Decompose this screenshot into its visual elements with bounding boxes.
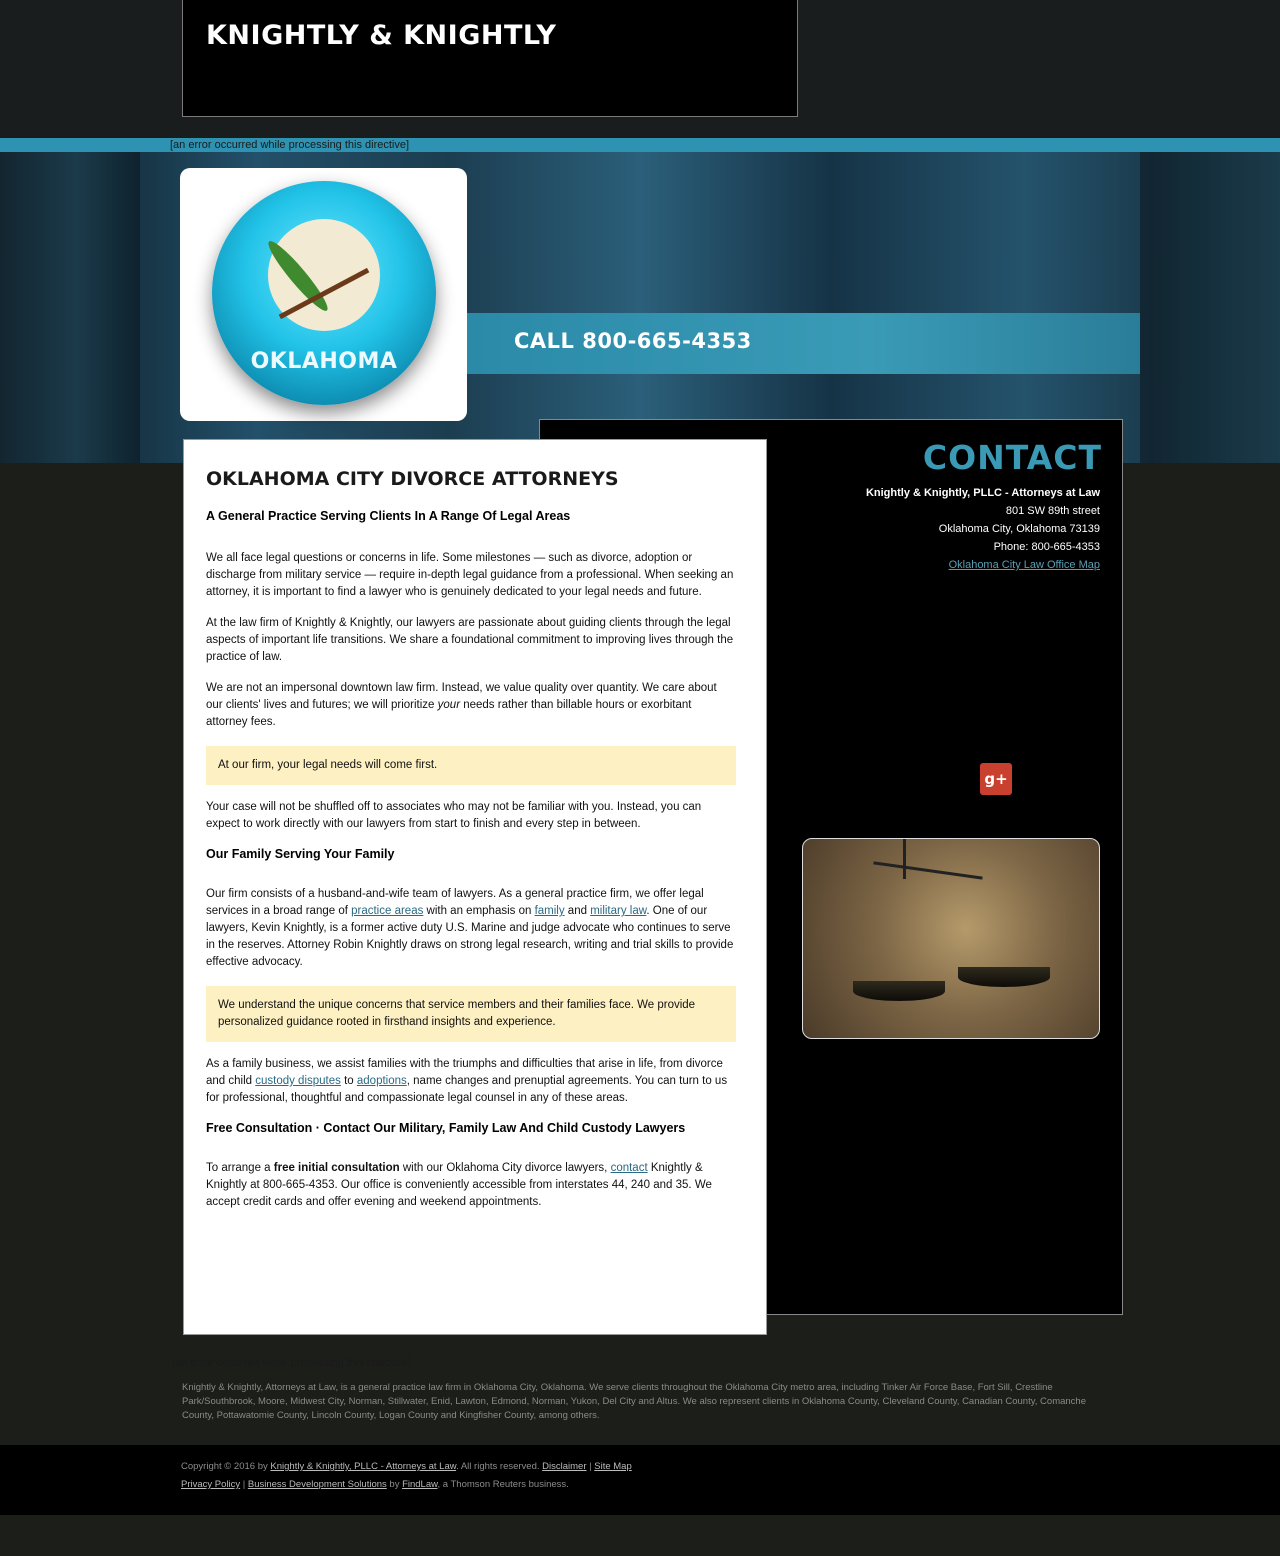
- adoptions-link[interactable]: adoptions: [356, 1075, 407, 1087]
- directive-error-bottom: [an error occurred while processing this directive]: [172, 1357, 412, 1369]
- header: [182, 0, 798, 117]
- footer: [0, 1445, 1280, 1515]
- scale-pan-right: [958, 967, 1050, 987]
- street-address: 801 SW 89th street: [1005, 505, 1100, 517]
- firm-name: Knightly & Knightly, PLLC - Attorneys at Law: [865, 487, 1100, 499]
- phone-number: Phone: 800-665-4353: [993, 541, 1100, 553]
- firm-paragraph: At the law firm of Knightly & Knightly, our lawyers are passionate about guiding clients through the legal aspects of important life transitions. We share a foundational commitment to improving lives through the practice of law.: [206, 617, 734, 663]
- practice-areas-link[interactable]: practice areas: [351, 905, 424, 917]
- military-law-link[interactable]: military law: [590, 905, 647, 917]
- city-state-zip: Oklahoma City, Oklahoma 73139: [938, 523, 1100, 535]
- site-map-link[interactable]: Site Map: [594, 1461, 632, 1472]
- contact-heading: CONTACT: [922, 438, 1102, 477]
- section-heading-general-practice: A General Practice Serving Clients In A Range Of Legal Areas: [206, 509, 571, 523]
- consultation-paragraph: To arrange a free initial consultation with our Oklahoma City divorce lawyers, contact Knightly & Knightly at 800-665-4353. Our office is conveniently accessible from interstates 44, 240 and 35. We accept credit cards and offer evening and weekend appointments.: [206, 1162, 712, 1208]
- section-heading-consultation: Free Consultation · Contact Our Military, Family Law And Child Custody Lawyers: [206, 1121, 686, 1135]
- family-business-paragraph: As a family business, we assist families with the triumphs and difficulties that arise in life, from divorce and child custody disputes to adoptions, name changes and prenuptial agreements. You can turn to us for professional, thoughtful and compassionate legal counsel in any of these areas.: [206, 1058, 728, 1104]
- scale-post: [903, 839, 906, 879]
- page-title: OKLAHOMA CITY DIVORCE ATTORNEYS: [206, 468, 619, 490]
- scales-of-justice-image: [802, 838, 1100, 1039]
- scale-beam: [873, 861, 982, 879]
- oklahoma-seal-image: [180, 168, 467, 421]
- seal-circle: [212, 181, 436, 405]
- hero-shade-left: [0, 152, 140, 463]
- footer-text: Copyright © 2016 by Knightly & Knightly, PLLC - Attorneys at Law. All rights reserved. Disclaimer | Site Map Privacy Policy | Business Development Solutions by FindLaw, a Thomson Reuters business.: [181, 1461, 632, 1490]
- quality-paragraph: We are not an impersonal downtown law firm. Instead, we value quality over quantity. We care about our clients' lives and futures; we will prioritize your needs rather than billable hours or exorbitant attorney fees.: [206, 682, 717, 728]
- custody-disputes-link[interactable]: custody disputes: [255, 1075, 341, 1087]
- hero-shade-right: [1140, 152, 1280, 463]
- footer-firm-link[interactable]: Knightly & Knightly, PLLC - Attorneys at Law: [270, 1461, 457, 1472]
- contact-link[interactable]: contact: [610, 1162, 648, 1174]
- family-team-paragraph: Our firm consists of a husband-and-wife team of lawyers. As a general practice firm, we offer legal services in a broad range of practice areas with an emphasis on family and military law. One of our lawyers, Kevin Knightly, is a former active duty U.S. Marine and judge advocate who continues to serve in the reserves. Attorney Robin Knightly draws on strong legal research, writing and trial skills to provide effective advocacy.: [206, 888, 734, 968]
- section-heading-family: Our Family Serving Your Family: [206, 847, 395, 861]
- office-map-link[interactable]: Oklahoma City Law Office Map: [948, 559, 1100, 571]
- site-title[interactable]: KNIGHTLY & KNIGHTLY: [206, 20, 557, 51]
- intro-paragraph: We all face legal questions or concerns in life. Some milestones — such as divorce, adoption or discharge from military service — require in-depth legal guidance from a professional. When seeking an attorney, it is important to find a lawyer who is genuinely dedicated to your legal needs and future.: [206, 552, 734, 598]
- scale-pan-left: [853, 981, 945, 1001]
- service-area-blurb: Knightly & Knightly, Attorneys at Law, is a general practice law firm in Oklahoma City, Oklahoma. We serve clients throughout the Oklahoma City metro area, including Tinker Air Force Base, Fort Sill, Crestline Park/Southbrook, Moore, Midwest City, Norman, Stillwater, Enid, Lawton, Edmond, Norman, Yukon, Del City and Altus. We also represent clients in Oklahoma County, Cleveland County, Canadian County, Comanche County, Pottawatomie County, Lincoln County, Logan County and Kingfisher County, among others.: [182, 1382, 1086, 1421]
- callout-legal-needs: At our firm, your legal needs will come first.: [206, 746, 736, 785]
- disclaimer-link[interactable]: Disclaimer: [542, 1461, 587, 1472]
- main-content: [183, 439, 767, 1335]
- top-band: [0, 0, 1280, 138]
- directive-error-top: [an error occurred while processing this directive]: [170, 139, 410, 151]
- call-phone-text: CALL 800-665-4353: [514, 329, 752, 353]
- seal-text: OKLAHOMA: [250, 349, 398, 374]
- callout-service-members: We understand the unique concerns that service members and their families face. We provide personalized guidance rooted in firsthand insights and experience.: [206, 986, 736, 1042]
- business-development-link[interactable]: Business Development Solutions: [247, 1479, 387, 1490]
- family-link[interactable]: family: [534, 905, 565, 917]
- findlaw-link[interactable]: FindLaw: [402, 1479, 438, 1490]
- direct-work-paragraph: Your case will not be shuffled off to associates who may not be familiar with you. Instead, you can expect to work directly with our lawyers from start to finish and every step in between.: [206, 801, 702, 830]
- contact-address: [866, 484, 1100, 574]
- privacy-policy-link[interactable]: Privacy Policy: [181, 1479, 241, 1490]
- google-plus-icon[interactable]: g+: [980, 763, 1012, 795]
- call-banner: [467, 313, 1140, 374]
